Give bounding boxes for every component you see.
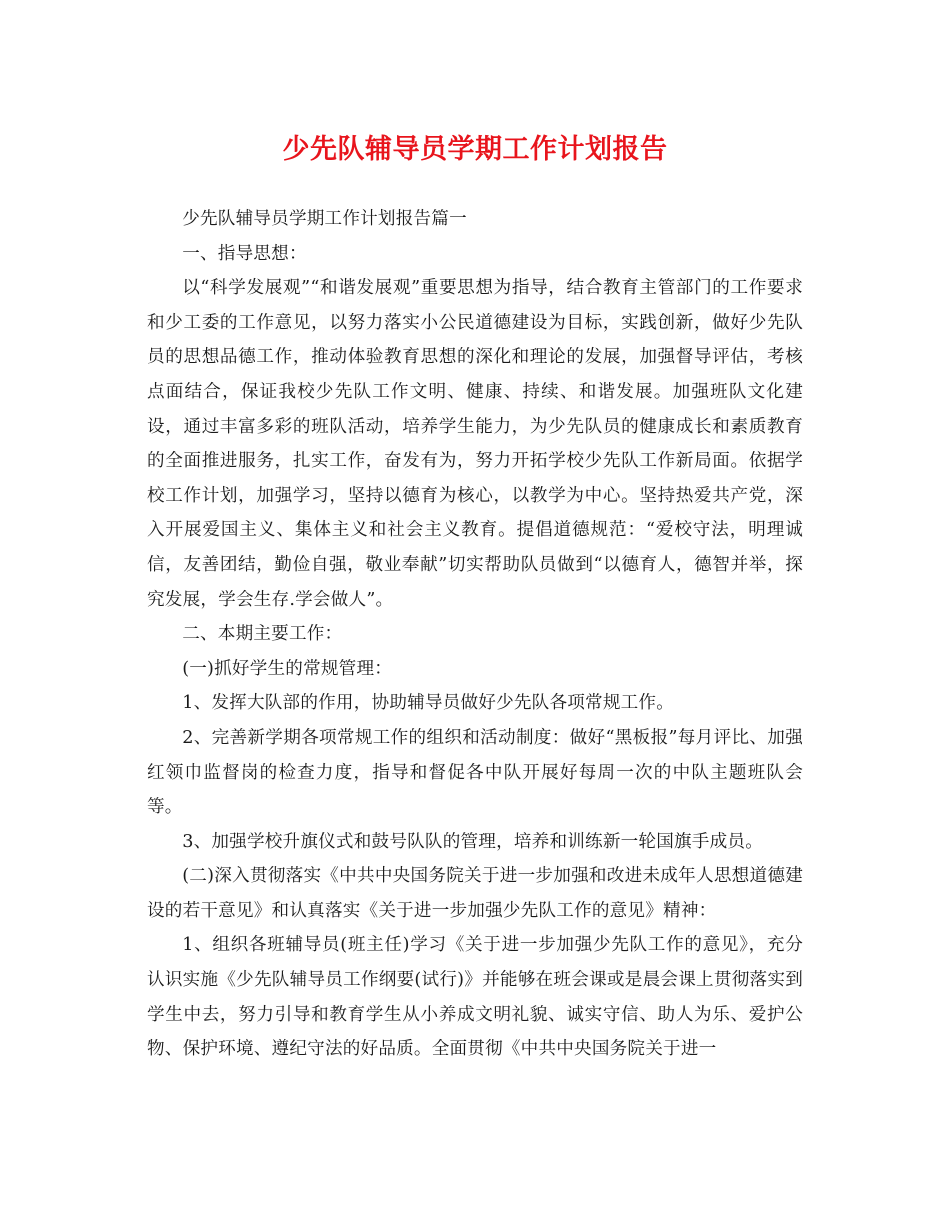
document-title: 少先队辅导员学期工作计划报告 [282, 134, 668, 165]
paragraph: 2、完善新学期各项常规工作的组织和活动制度：做好“黑板报”每月评比、加强红领巾监督岗的检查力度，指导和督促各中队开展好每周一次的中队主题班队会等。 [147, 727, 803, 818]
paragraph: 二、本期主要工作： [182, 624, 343, 645]
paragraph: 1、组织各班辅导员(班主任)学习《关于进一步加强少先队工作的意见》，充分认识实施《少先队辅导员工作纲要(试行)》并能够在班会课或是晨会课上贯彻落实到学生中去，努力引导和教育学生从小养成文明礼貌、诚实守信、助人为乐、爱护公物、保护环境、遵纪守法的好品质。全面贯彻《中共中央国务院关于进一 [147, 935, 803, 1060]
paragraph: 少先队辅导员学期工作计划报告篇一 [182, 209, 467, 229]
paragraph: 以“科学发展观”“和谐发展观”重要思想为指导，结合教育主管部门的工作要求和少工委的工作意见，以努力落实小公民道德建设为目标，实践创新，做好少先队员的思想品德工作，推动体验教育思想的深化和理论的发展，加强督导评估，考核点面结合，保证我校少先队工作文明、健康、持续、和谐发展。加强班队文化建设，通过丰富多彩的班队活动，培养学生能力，为少先队员的健康成长和素质教育的全面推进服务，扎实工作，奋发有为，努力开拓学校少先队工作新局面。依据学校工作计划，加强学习，坚持以德育为核心，以教学为中心。坚持热爱共产党，深入开展爱国主义、集体主义和社会主义教育。提倡道德规范：“爱校守法，明理诚信，友善团结，勤俭自强，敬业奉献”切实帮助队员做到“以德育人，德智并举，探究发展，学会生存.学会做人”。 [147, 278, 803, 610]
paragraph: 1、发挥大队部的作用，协助辅导员做好少先队各项常规工作。 [182, 693, 675, 714]
paragraph: (二)深入贯彻落实《中共中央国务院关于进一步加强和改进未成年人思想道德建设的若干意见》和认真落实《关于进一步加强少先队工作的意见》精神： [147, 866, 803, 921]
paragraph: 3、加强学校升旗仪式和鼓号队队的管理，培养和训练新一轮国旗手成员。 [182, 831, 763, 852]
document-body [147, 202, 803, 1067]
paragraph: 一、指导思想： [182, 243, 307, 264]
paragraph: (一)抓好学生的常规管理： [182, 658, 393, 679]
